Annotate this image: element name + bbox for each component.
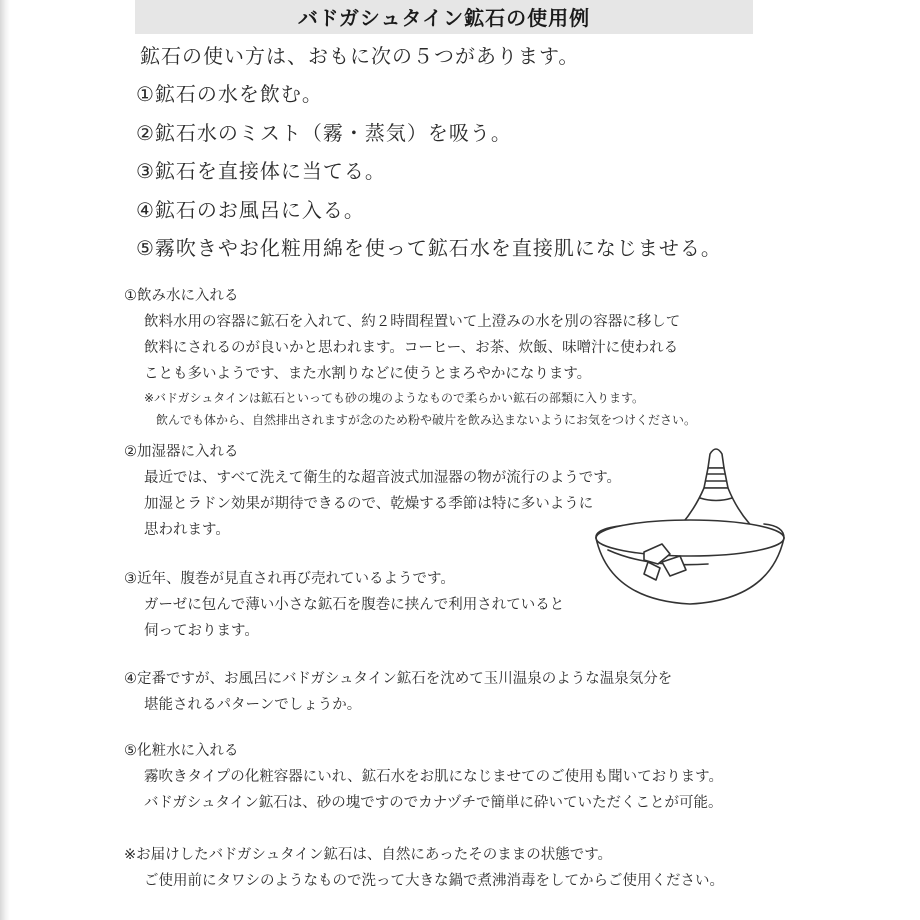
section-drink — [124, 283, 696, 431]
section-heading: ①飲み水に入れる — [124, 288, 239, 304]
section-line: 最近では、すべて洗えて衛生的な超音波式加湿器の物が流行のようです。 — [144, 470, 622, 486]
notice-heading: ※お届けしたバドガシュタイン鉱石は、自然にあったそのままの状態です。 — [124, 847, 613, 863]
notice-line: ご使用前にタワシのようなもので洗って大きな鍋で煮沸消毒をしてからご使用ください。 — [144, 873, 724, 889]
page-title: バドガシュタイン鉱石の使用例 — [297, 6, 591, 30]
humidifier-bowl-illustration — [588, 440, 788, 630]
section-lotion — [124, 738, 723, 816]
section-belly — [124, 566, 564, 644]
usage-list — [136, 78, 722, 271]
section-heading: ②加湿器に入れる — [124, 444, 239, 460]
section-line: ことも多いようです、また水割りなどに使うとまろやかになります。 — [144, 366, 592, 382]
intro-text: 鉱石の使い方は、おもに次の５つがあります。 — [140, 44, 580, 68]
section-line: 堪能されるパターンでしょうか。 — [144, 697, 362, 713]
section-line: 加湿とラドン効果が期待できるので、乾燥する季節は特に多いように — [144, 496, 594, 512]
section-heading: ④定番ですが、お風呂にバドガシュタイン鉱石を沈めて玉川温泉のような温泉気分を — [124, 671, 673, 687]
usage-item: ①鉱石の水を飲む。 — [136, 82, 323, 106]
section-line: 思われます。 — [144, 522, 230, 538]
section-line: 伺っております。 — [144, 623, 259, 639]
section-line: 飲料水用の容器に鉱石を入れて、約２時間程置いて上澄みの水を別の容器に移して — [144, 314, 681, 330]
section-note: 飲んでも体から、自然排出されますが念のため粉や破片を飲み込まないようにお気をつけください。 — [156, 413, 697, 427]
usage-item: ③鉱石を直接体に当てる。 — [136, 159, 386, 183]
section-bath — [124, 666, 672, 718]
section-note: ※バドガシュタインは鉱石といっても砂の塊のようなもので柔らかい鉱石の部類に入ります。 — [144, 391, 645, 405]
section-heading: ③近年、腹巻が見直され再び売れているようです。 — [124, 571, 455, 587]
section-heading: ⑤化粧水に入れる — [124, 743, 239, 759]
section-line: ガーゼに包んで薄い小さな鉱石を腹巻に挟んで利用されていると — [144, 597, 565, 613]
section-line: 飲料にされるのが良いかと思われます。コーヒー、お茶、炊飯、味噌汁に使われる — [144, 340, 679, 356]
usage-item: ②鉱石水のミスト（霧・蒸気）を吸う。 — [136, 120, 512, 145]
section-humidifier — [124, 439, 621, 543]
usage-item: ⑤霧吹きやお化粧用綿を使って鉱石水を直接肌になじませる。 — [136, 236, 722, 260]
section-line: バドガシュタイン鉱石は、砂の塊ですのでカナヅチで簡単に砕いていただくことが可能。 — [144, 795, 723, 811]
usage-item: ④鉱石のお風呂に入る。 — [136, 197, 365, 222]
page-edge-shadow — [0, 0, 10, 920]
section-notice — [124, 842, 724, 894]
section-line: 霧吹きタイプの化粧容器にいれ、鉱石水をお肌になじませてのご使用も聞いております。 — [144, 769, 723, 785]
